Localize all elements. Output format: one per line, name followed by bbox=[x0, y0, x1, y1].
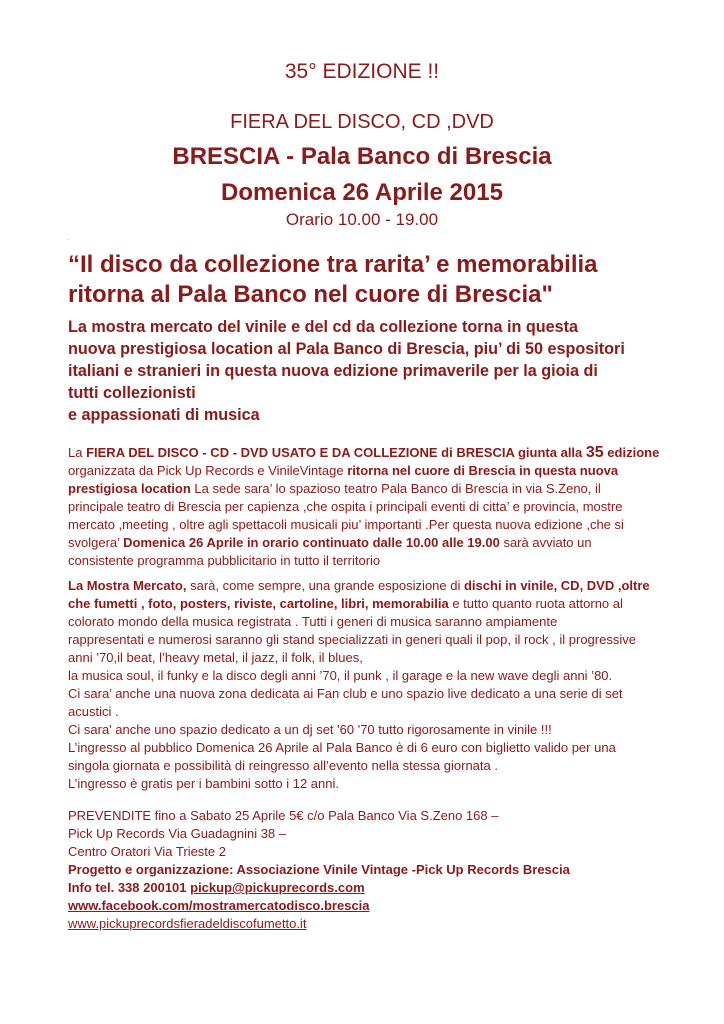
text-line: mercato ,meeting , oltre agli spettacoli musicali piu’ importanti .Per questa nuova edizione ,che si bbox=[68, 517, 624, 532]
text-line: principale teatro di Brescia per capienza ,che ospita i principali eventi di citta’ e provincia, mostre bbox=[68, 499, 623, 514]
text-line: la musica soul, il funky e la disco degli anni ’70, il punk , il garage e la new wave degli anni ’80. bbox=[68, 668, 613, 683]
text-line: colorato mondo della musica registrata . Tutti i generi di musica saranno ampiamente bbox=[68, 614, 558, 629]
edition-heading: 35° EDIZIONE !! bbox=[284, 60, 440, 83]
text-run: La Mostra Mercato, bbox=[68, 578, 187, 593]
text-run: dischi in vinile, CD, DVD ,oltre bbox=[463, 578, 650, 593]
email-link[interactable]: pickup@pickuprecords.com bbox=[190, 880, 365, 895]
text-run: La bbox=[68, 445, 87, 460]
text-line: L’ingresso è gratis per i bambini sotto i 12 anni. bbox=[68, 776, 339, 791]
location-heading: BRESCIA - Pala Banco di Brescia bbox=[172, 143, 552, 170]
website-link[interactable]: www.pickuprecordsfieradeldiscofumetto.it bbox=[68, 916, 307, 931]
lead-line: La mostra mercato del vinile e del cd da collezione torna in questa bbox=[68, 318, 579, 336]
text-run: che fumetti , foto, posters, riviste, cartoline, libri, memorabilia bbox=[68, 596, 449, 611]
facebook-link[interactable]: www.facebook.com/mostramercatodisco.brescia bbox=[68, 898, 370, 913]
quote-line: “Il disco da collezione tra rarita’ e memorabilia bbox=[68, 251, 598, 278]
text-line: singola giornata e possibilità di reingresso all’evento nella stessa giornata . bbox=[68, 758, 498, 773]
text-line: anni ’70,il beat, l’heavy metal, il jazz, il folk, il blues, bbox=[68, 650, 363, 665]
lead-line: italiani e stranieri in questa nuova edizione primaverile per la gioia di bbox=[68, 362, 598, 380]
dot-mark: . bbox=[68, 236, 70, 242]
text-run: sarà, come sempre, una grande esposizione di bbox=[186, 578, 464, 593]
footer-info bbox=[68, 807, 668, 933]
address-line: Pick Up Records Via Guadagnini 38 – bbox=[68, 826, 286, 841]
market-paragraph bbox=[68, 577, 668, 793]
text-line bbox=[68, 534, 668, 552]
text-line: acustici . bbox=[68, 704, 119, 719]
address-line: Centro Oratori Via Trieste 2 bbox=[68, 844, 226, 859]
lead-paragraph bbox=[68, 316, 668, 426]
organizer-line: Progetto e organizzazione: Associazione Vinile Vintage -Pick Up Records Brescia bbox=[68, 862, 570, 877]
info-line bbox=[68, 879, 668, 897]
text-line: rappresentati e numerosi saranno gli stand specializzati in generi quali il pop, il rock , il progressive bbox=[68, 632, 636, 647]
facebook-line bbox=[68, 897, 668, 915]
date-heading: Domenica 26 Aprile 2015 bbox=[221, 179, 503, 206]
text-run: La sede sara’ lo spazioso teatro Pala Banco di Brescia in via S.Zeno, il bbox=[190, 481, 601, 496]
phone-text: Info tel. 338 200101 bbox=[68, 880, 191, 895]
text-run: Domenica 26 Aprile in orario continuato dalle 10.00 alle 19.00 bbox=[123, 535, 500, 550]
text-line bbox=[68, 577, 668, 595]
quote-heading bbox=[68, 250, 668, 310]
lead-line: tutti collezionisti bbox=[68, 384, 196, 402]
lead-line: e appassionati di musica bbox=[68, 406, 260, 424]
edition-number: 35 bbox=[585, 444, 604, 461]
text-run: organizzata da Pick Up Records e VinileVintage bbox=[68, 463, 348, 478]
text-run: edizione bbox=[603, 445, 660, 460]
text-line: consistente programma pubblicitario in tutto il territorio bbox=[68, 553, 381, 568]
presale-line: PREVENDITE fino a Sabato 25 Aprile 5€ c/o Pala Banco Via S.Zeno 168 – bbox=[68, 808, 499, 823]
quote-line: ritorna al Pala Banco nel cuore di Brescia" bbox=[68, 281, 553, 308]
text-line: L’ingresso al pubblico Domenica 26 Aprile al Pala Banco è di 6 euro con biglietto valido per una bbox=[68, 740, 616, 755]
text-run: e tutto quanto ruota attorno al bbox=[448, 596, 623, 611]
lead-line: nuova prestigiosa location al Pala Banco di Brescia, piu’ di 50 espositori bbox=[68, 340, 625, 358]
text-run: sarà avviato un bbox=[499, 535, 592, 550]
website-line bbox=[68, 915, 668, 933]
text-line bbox=[68, 480, 668, 498]
text-run: svolgera’ bbox=[68, 535, 124, 550]
hours-text: Orario 10.00 - 19.00 bbox=[285, 210, 439, 229]
text-run: FIERA DEL DISCO - CD - DVD USATO E DA COLLEZIONE di BRESCIA giunta alla bbox=[86, 445, 586, 460]
fair-title: FIERA DEL DISCO, CD ,DVD bbox=[230, 111, 494, 133]
text-run: ritorna nel cuore di Brescia in questa nuova bbox=[347, 463, 619, 478]
text-line bbox=[68, 444, 668, 462]
text-line: Ci sara' anche uno spazio dedicato a un dj set '60 '70 tutto rigorosamente in vinile !!! bbox=[68, 722, 552, 737]
text-line bbox=[68, 462, 668, 480]
text-line: Ci sara’ anche una nuova zona dedicata ai Fan club e uno spazio live dedicato a una serie di set bbox=[68, 686, 623, 701]
text-line bbox=[68, 595, 668, 613]
intro-paragraph bbox=[68, 444, 668, 570]
text-run: prestigiosa location bbox=[68, 481, 191, 496]
